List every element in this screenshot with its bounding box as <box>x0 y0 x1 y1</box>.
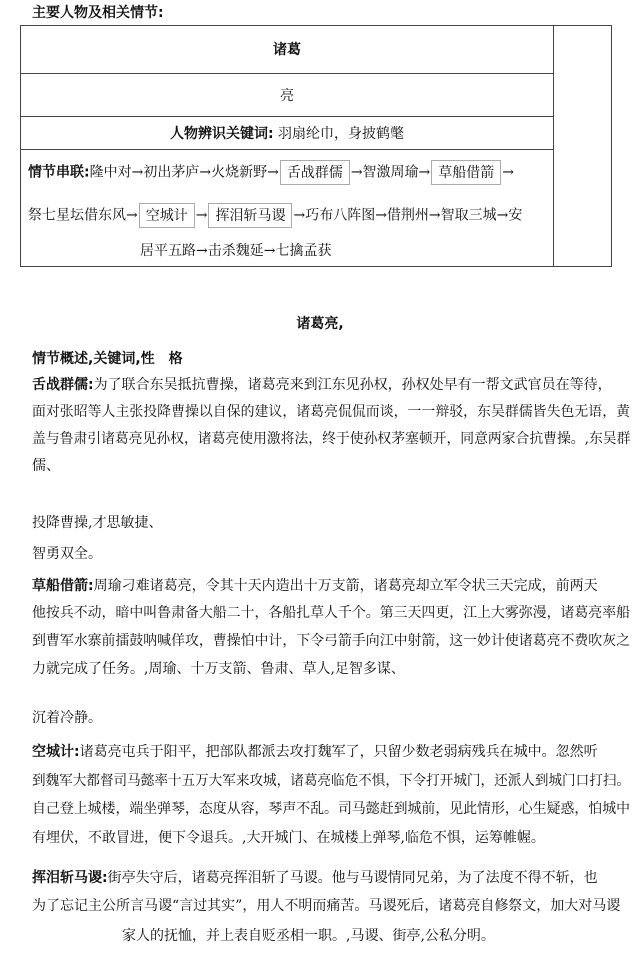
table-row-divider <box>20 73 554 74</box>
story-line: 有埋伏，不敢冒进，便下令退兵。,大开城门、在城楼上弹琴,临危不惧，运筹帷幄。 <box>32 830 545 846</box>
table-row-divider <box>20 149 554 150</box>
story-line: 力就完成了任务。,周瑜、十万支箭、鲁肃、草人,足智多谋、 <box>32 661 405 677</box>
plot-item: 巧布八阵图→借荆州→智取三城→安 <box>305 207 523 224</box>
plot-item: 火烧新野 <box>211 164 268 181</box>
story-text: 为了联合东吴抵抗曹操，诸葛亮来到江东见孙权，孙权处早有一帮文武官员在等待， <box>93 377 612 393</box>
plot-item: 初出茅庐 <box>143 164 200 181</box>
plot-item: 隆中对 <box>89 164 132 181</box>
story-line: 家人的抚恤，并上表自贬丞相一职。,马谡、街亭,公私分明。 <box>122 928 495 944</box>
story-keyword-line: 智勇双全。 <box>32 546 102 562</box>
story-line: 儒、 <box>32 458 60 474</box>
keywords-value: 羽扇纶巾，身披鹤氅 <box>278 126 405 142</box>
arrow-icon: → <box>350 164 363 181</box>
keywords-label: 人物辨识关键词: <box>169 126 274 142</box>
arrow-icon: → <box>126 207 138 224</box>
plot-item: 祭七星坛借东风 <box>28 207 126 224</box>
arrow-icon: → <box>293 207 306 224</box>
story-line <box>32 867 598 887</box>
character-name-part1: 诸葛 <box>273 42 301 58</box>
story-line: 到曹军水寨前擂鼓呐喊佯攻，曹操怕中计，下令弓箭手向江中射箭，这一妙计使诸葛亮不费吹灰之 <box>32 633 631 649</box>
table-row-divider <box>20 116 554 117</box>
story-keyword-line: 沉着冷静。 <box>32 710 102 726</box>
story-line: 自己登上城楼，端坐弹琴，态度从容，琴声不乱。司马懿赶到城前，见此情形，心生疑惑，怕城中 <box>32 801 631 817</box>
character-table <box>20 25 612 267</box>
arrow-icon: → <box>195 207 208 224</box>
story-text: 诸葛亮屯兵于阳平，把部队都派去攻打魏军了，只留少数老弱病残兵在城中。忽然听 <box>79 744 598 760</box>
plot-line-2 <box>28 203 522 228</box>
story-line <box>32 741 598 761</box>
arrow-icon: → <box>199 164 212 181</box>
story-line: 到魏军大都督司马懿率十五万大军来攻城，诸葛亮临危不惧，下令打开城门，还派人到城门口打扫。 <box>32 773 631 789</box>
section-title: 诸葛亮, <box>296 316 344 332</box>
arrow-icon: → <box>418 164 431 181</box>
plot-line-1 <box>28 160 514 185</box>
page-title: 主要人物及相关情节: <box>32 5 164 21</box>
plot-label: 情节串联: <box>28 164 90 181</box>
arrow-icon: → <box>131 164 144 181</box>
plot-box-huilei: 挥泪斩马谡 <box>208 203 292 228</box>
story-text: 周瑜刁难诸葛亮，令其十天内造出十万支箭，诸葛亮却立军令状三天完成，前两天 <box>93 578 598 594</box>
story-line: 面对张昭等人主张投降曹操以自保的建议，诸葛亮侃侃而谈，一一辩驳，东吴群儒皆失色无语，黄 <box>32 404 631 420</box>
plot-line-3: 居平五路→击杀魏延→七擒孟获 <box>140 243 332 259</box>
story-line: 他按兵不动，暗中叫鲁肃备大船二十，各船扎草人千个。第三天四更，江上大雾弥漫，诸葛亮率船 <box>32 605 631 621</box>
story-line <box>32 575 598 595</box>
story-name: 挥泪斩马谡: <box>32 870 108 886</box>
story-keyword-line: 投降曹操,才思敏捷、 <box>32 515 163 531</box>
character-name-part2: 亮 <box>280 88 294 104</box>
story-line: 盖与鲁肃引诸葛亮见孙权，诸葛亮使用激将法，终于使孙权茅塞顿开，同意两家合抗曹操。,东吴群 <box>32 431 631 447</box>
arrow-icon: → <box>502 164 515 181</box>
keywords-row <box>20 123 554 143</box>
plot-item: 智激周瑜 <box>362 164 419 181</box>
story-name: 舌战群儒: <box>32 377 94 393</box>
plot-box-kongcheng: 空城计 <box>139 203 195 228</box>
plot-box-caochuan: 草船借箭 <box>431 160 501 185</box>
plot-box-shezhan: 舌战群儒 <box>280 160 350 185</box>
arrow-icon: → <box>267 164 279 181</box>
overview-heading: 情节概述,关键词,性 格 <box>32 351 183 367</box>
table-column-divider <box>553 25 554 267</box>
story-name: 空城计: <box>32 744 80 760</box>
story-line <box>32 374 612 394</box>
story-name: 草船借箭: <box>32 578 94 594</box>
story-text: 街亭失守后，诸葛亮挥泪斩了马谡。他与马谡情同兄弟，为了法度不得不斩，也 <box>107 870 598 886</box>
story-line: 为了忘记主公所言马谡“言过其实”，用人不明而痛苦。马谡死后，诸葛亮自修祭文，加大对马谡 <box>32 898 621 914</box>
